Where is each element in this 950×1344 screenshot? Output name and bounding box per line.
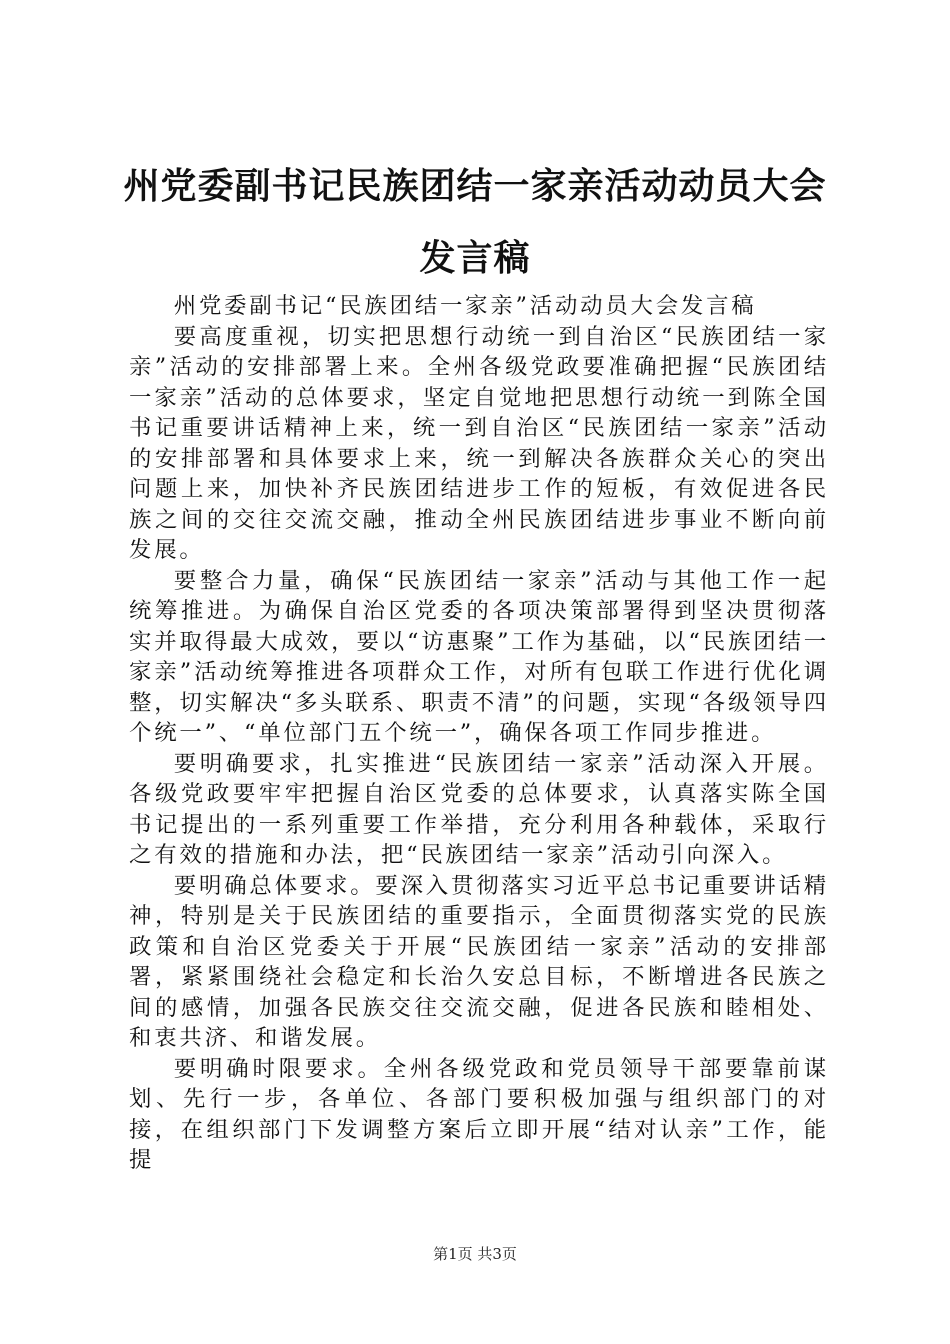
document-body (129, 291, 829, 1176)
document-title: 州党委副书记民族团结一家亲活动动员大会发言稿 (123, 165, 827, 279)
paragraph-4: 要明确总体要求。要深入贯彻落实习近平总书记重要讲话精神，特别是关于民族团结的重要指示，全面贯彻落实党的民族政策和自治区党委关于开展“民族团结一家亲”活动的安排部署，紧紧围绕社会稳定和长治久安总目标，不断增进各民族之间的感情，加强各民族交往交流交融，促进各民族和睦相处、和衷共济、和谐发展。 (129, 872, 829, 1051)
page-footer: 第1页 共3页 (433, 1245, 517, 1263)
paragraph-5: 要明确时限要求。全州各级党政和党员领导干部要靠前谋划、先行一步，各单位、各部门要积极加强与组织部门的对接，在组织部门下发调整方案后立即开展“结对认亲”工作，能提 (129, 1055, 829, 1173)
paragraph-1: 要高度重视，切实把思想行动统一到自治区“民族团结一家亲”活动的安排部署上来。全州各级党政要准确把握“民族团结一家亲”活动的总体要求，坚定自觉地把思想行动统一到陈全国书记重要讲话精神上来，统一到自治区“民族团结一家亲”活动的安排部署和具体要求上来，统一到解决各族群众关心的突出问题上来，加快补齐民族团结进步工作的短板，有效促进各民族之间的交往交流交融，推动全州民族团结进步事业不断向前发展。 (129, 323, 829, 563)
document-subtitle: 州党委副书记“民族团结一家亲”活动动员大会发言稿 (173, 293, 757, 319)
paragraph-3: 要明确要求，扎实推进“民族团结一家亲”活动深入开展。各级党政要牢牢把握自治区党委的总体要求，认真落实陈全国书记提出的一系列重要工作举措，充分利用各种载体，采取行之有效的措施和办法，把“民族团结一家亲”活动引向深入。 (129, 750, 829, 868)
paragraph-2: 要整合力量，确保“民族团结一家亲”活动与其他工作一起统筹推进。为确保自治区党委的各项决策部署得到坚决贯彻落实并取得最大成效，要以“访惠聚”工作为基础，以“民族团结一家亲”活动统筹推进各项群众工作，对所有包联工作进行优化调整，切实解决“多头联系、职责不清”的问题，实现“各级领导四个统一”、“单位部门五个统一”，确保各项工作同步推进。 (129, 567, 829, 746)
